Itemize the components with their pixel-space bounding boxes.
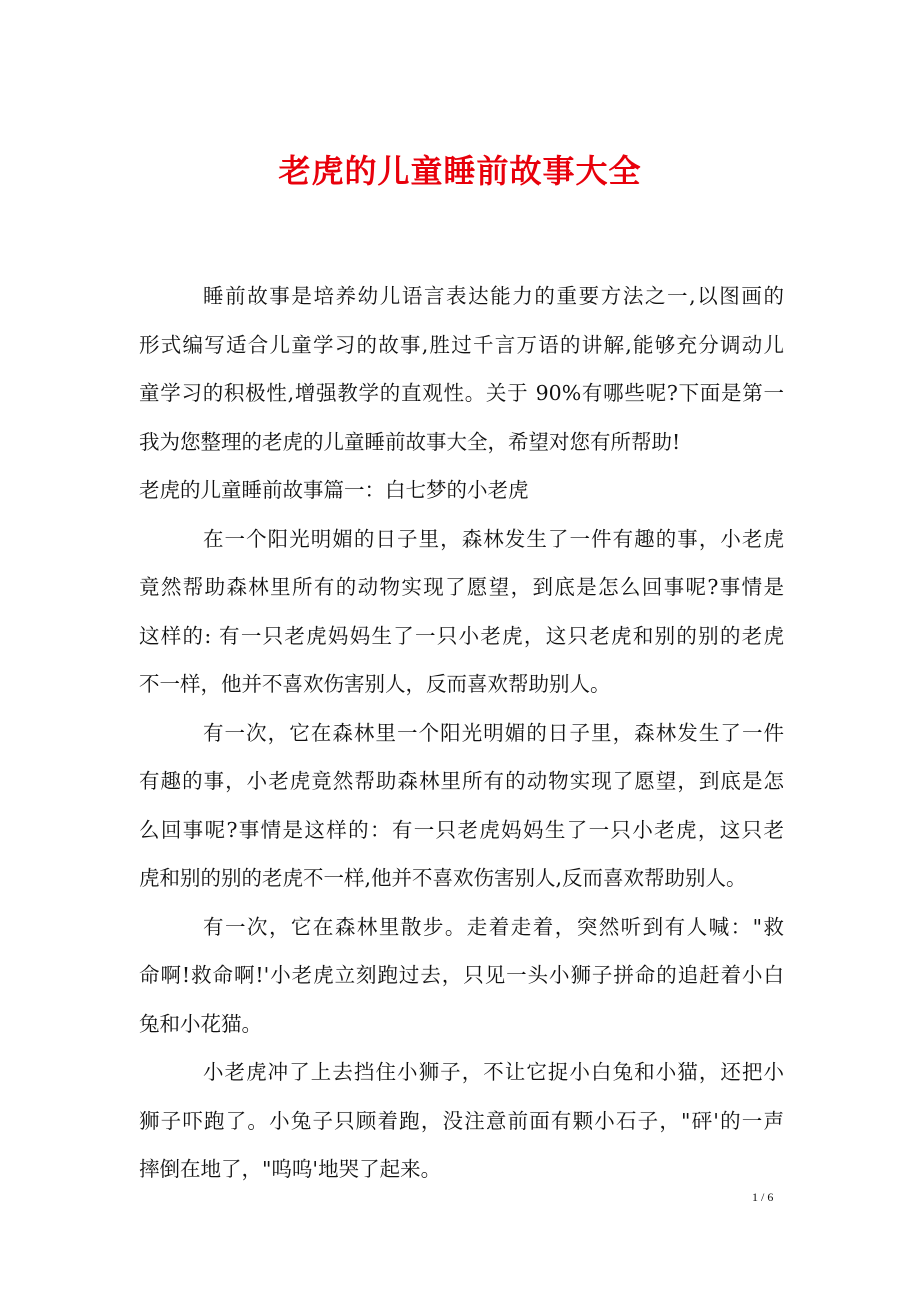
text-line: 狮子吓跑了。小兔子只顾着跑，没注意前面有颗小石子，"砰'的一声 (139, 1108, 784, 1133)
section-heading (139, 466, 784, 515)
text-line: 么回事呢?事情是这样的：有一只老虎妈妈生了一只小老虎，这只老 (139, 817, 784, 842)
text-line: 竟然帮助森林里所有的动物实现了愿望，到底是怎么回事呢?事情是 (139, 575, 784, 599)
paragraph (139, 709, 784, 903)
text-line: 睡前故事是培养幼儿语言表达能力的重要方法之一,以图画的 (203, 284, 784, 308)
text-line: 兔和小花猫。 (139, 1011, 262, 1036)
text-line: 形式编写适合儿童学习的故事,胜过千言万语的讲解,能够充分调动儿 (139, 332, 784, 357)
text-line: 虎和别的别的老虎不一样,他并不喜欢伤害别人,反而喜欢帮助别人。 (139, 866, 747, 890)
text-line: 有一次，它在森林里一个阳光明媚的日子里，森林发生了一件 (203, 720, 784, 745)
text-line: 有趣的事，小老虎竟然帮助森林里所有的动物实现了愿望，到底是怎 (139, 769, 784, 793)
text-line: 童学习的积极性,增强教学的直观性。关于 90%有哪些呢?下面是第一 (139, 381, 784, 405)
paragraph (139, 1048, 784, 1194)
document-title: 老虎的儿童睡前故事大全 (278, 152, 642, 190)
text-line: 命啊!救命啊!'小老虎立刻跑过去，只见一头小狮子拼命的追赶着小白 (139, 963, 784, 987)
paragraph (139, 272, 784, 466)
paragraph (139, 515, 784, 709)
text-line: 老虎的儿童睡前故事篇一：白七梦的小老虎 (139, 478, 529, 502)
text-line: 这样的: 有一只老虎妈妈生了一只小老虎，这只老虎和别的别的老虎 (139, 623, 784, 648)
text-line: 摔倒在地了，"呜呜'地哭了起来。 (139, 1157, 442, 1181)
paragraph (139, 903, 784, 1049)
page-number: 1 / 6 (752, 1190, 774, 1204)
text-line: 我为您整理的老虎的儿童睡前故事大全，希望对您有所帮助! (139, 429, 681, 454)
document-body (139, 272, 784, 1194)
text-line: 在一个阳光明媚的日子里，森林发生了一件有趣的事，小老虎 (203, 526, 784, 551)
text-line: 有一次，它在森林里散步。走着走着，突然听到有人喊："救 (203, 914, 784, 939)
text-line: 不一样，他并不喜欢伤害别人，反而喜欢帮助别人。 (139, 672, 611, 696)
text-line: 小老虎冲了上去挡住小狮子，不让它捉小白兔和小猫，还把小 (203, 1060, 784, 1084)
